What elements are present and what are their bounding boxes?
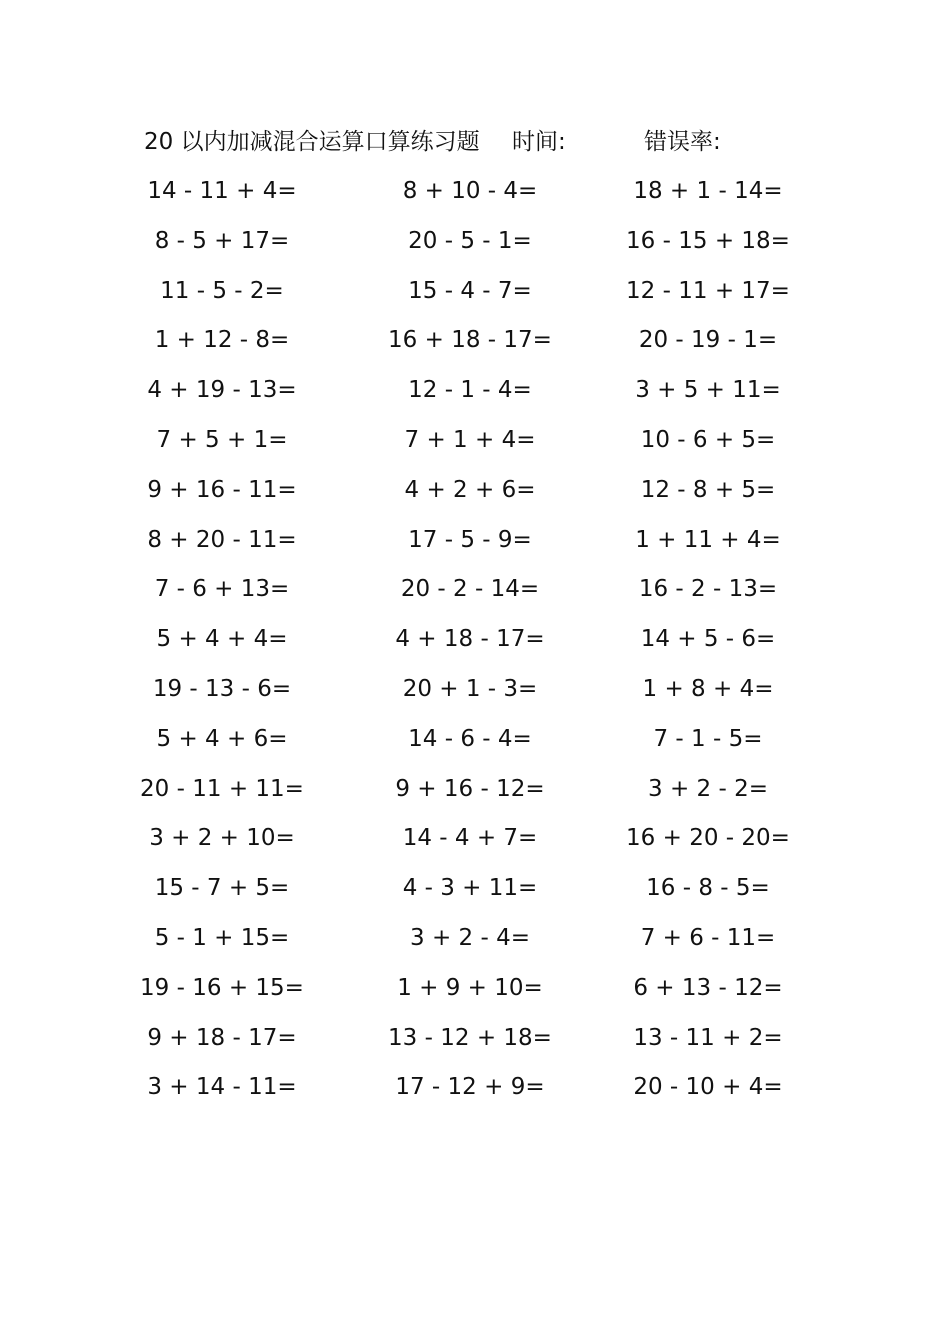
problem-item: 4 + 19 - 13= <box>147 377 297 404</box>
problem-item: 7 - 1 - 5= <box>653 725 763 752</box>
problem-row <box>0 321 950 371</box>
problem-item: 13 - 11 + 2= <box>633 1024 783 1051</box>
problem-row <box>0 770 950 820</box>
problem-row <box>0 272 950 322</box>
problem-row <box>0 222 950 272</box>
problem-item: 3 + 2 - 4= <box>410 924 530 951</box>
problem-item: 12 - 8 + 5= <box>640 476 776 503</box>
problem-item: 14 - 6 - 4= <box>408 725 532 752</box>
problem-item: 5 - 1 + 15= <box>154 924 290 951</box>
problem-item: 3 + 5 + 11= <box>635 377 781 404</box>
worksheet-title: 20 以内加减混合运算口算练习题 <box>144 129 480 155</box>
problem-row <box>0 1068 950 1118</box>
problem-item: 19 - 16 + 15= <box>140 974 304 1001</box>
problem-item: 17 - 12 + 9= <box>395 1074 545 1101</box>
problem-item: 20 - 10 + 4= <box>633 1074 783 1101</box>
problem-item: 7 + 1 + 4= <box>404 426 536 453</box>
worksheet-header <box>0 124 950 160</box>
problem-row <box>0 620 950 670</box>
problem-item: 14 + 5 - 6= <box>640 626 776 653</box>
problem-item: 3 + 2 + 10= <box>149 825 295 852</box>
problem-row <box>0 670 950 720</box>
problem-item: 1 + 11 + 4= <box>635 526 781 553</box>
time-label: 时间: <box>512 129 566 155</box>
problem-item: 18 + 1 - 14= <box>633 178 783 204</box>
problem-item: 8 + 20 - 11= <box>147 526 297 553</box>
problem-item: 16 + 20 - 20= <box>626 825 790 852</box>
problem-row <box>0 371 950 421</box>
problem-item: 1 + 8 + 4= <box>642 675 774 702</box>
problem-row <box>0 521 950 571</box>
problem-row <box>0 720 950 770</box>
problem-item: 20 + 1 - 3= <box>402 675 538 702</box>
problem-row <box>0 570 950 620</box>
problem-item: 7 + 6 - 11= <box>640 924 776 951</box>
problem-item: 11 - 5 - 2= <box>160 277 284 304</box>
problem-item: 12 - 1 - 4= <box>408 377 532 404</box>
problem-item: 5 + 4 + 4= <box>156 626 288 653</box>
problem-item: 4 - 3 + 11= <box>402 875 538 902</box>
problem-item: 3 + 2 - 2= <box>648 775 768 802</box>
problem-item: 1 + 12 - 8= <box>154 327 290 354</box>
problem-item: 13 - 12 + 18= <box>388 1024 552 1051</box>
problem-item: 1 + 9 + 10= <box>397 974 543 1001</box>
problem-row <box>0 172 950 222</box>
problem-item: 16 - 8 - 5= <box>646 875 770 902</box>
problem-row <box>0 969 950 1019</box>
problem-item: 7 + 5 + 1= <box>156 426 288 453</box>
problem-item: 20 - 11 + 11= <box>140 775 304 802</box>
problem-item: 8 - 5 + 17= <box>154 227 290 254</box>
problem-item: 20 - 19 - 1= <box>638 327 778 354</box>
problem-item: 14 - 4 + 7= <box>402 825 538 852</box>
problem-item: 7 - 6 + 13= <box>154 576 290 603</box>
problem-item: 9 + 16 - 12= <box>395 775 545 802</box>
problem-item: 9 + 16 - 11= <box>147 476 297 503</box>
problem-grid <box>0 172 950 1118</box>
problem-item: 6 + 13 - 12= <box>633 974 783 1001</box>
problem-item: 4 + 18 - 17= <box>395 626 545 653</box>
problem-item: 20 - 5 - 1= <box>408 227 532 254</box>
problem-item: 12 - 11 + 17= <box>626 277 790 304</box>
problem-item: 15 - 7 + 5= <box>154 875 290 902</box>
problem-row <box>0 819 950 869</box>
problem-row <box>0 919 950 969</box>
problem-item: 10 - 6 + 5= <box>640 426 776 453</box>
problem-item: 9 + 18 - 17= <box>147 1024 297 1051</box>
problem-item: 16 - 2 - 13= <box>638 576 778 603</box>
problem-item: 3 + 14 - 11= <box>147 1074 297 1101</box>
problem-row <box>0 1019 950 1069</box>
problem-item: 5 + 4 + 6= <box>156 725 288 752</box>
problem-item: 16 + 18 - 17= <box>388 327 552 354</box>
problem-item: 17 - 5 - 9= <box>408 526 532 553</box>
problem-item: 4 + 2 + 6= <box>404 476 536 503</box>
problem-item: 19 - 13 - 6= <box>152 675 292 702</box>
problem-item: 8 + 10 - 4= <box>402 178 538 204</box>
problem-item: 16 - 15 + 18= <box>626 227 790 254</box>
problem-item: 15 - 4 - 7= <box>408 277 532 304</box>
problem-row <box>0 421 950 471</box>
problem-item: 14 - 11 + 4= <box>147 178 297 204</box>
error-rate-label: 错误率: <box>644 129 721 155</box>
problem-row <box>0 471 950 521</box>
problem-item: 20 - 2 - 14= <box>400 576 540 603</box>
problem-row <box>0 869 950 919</box>
